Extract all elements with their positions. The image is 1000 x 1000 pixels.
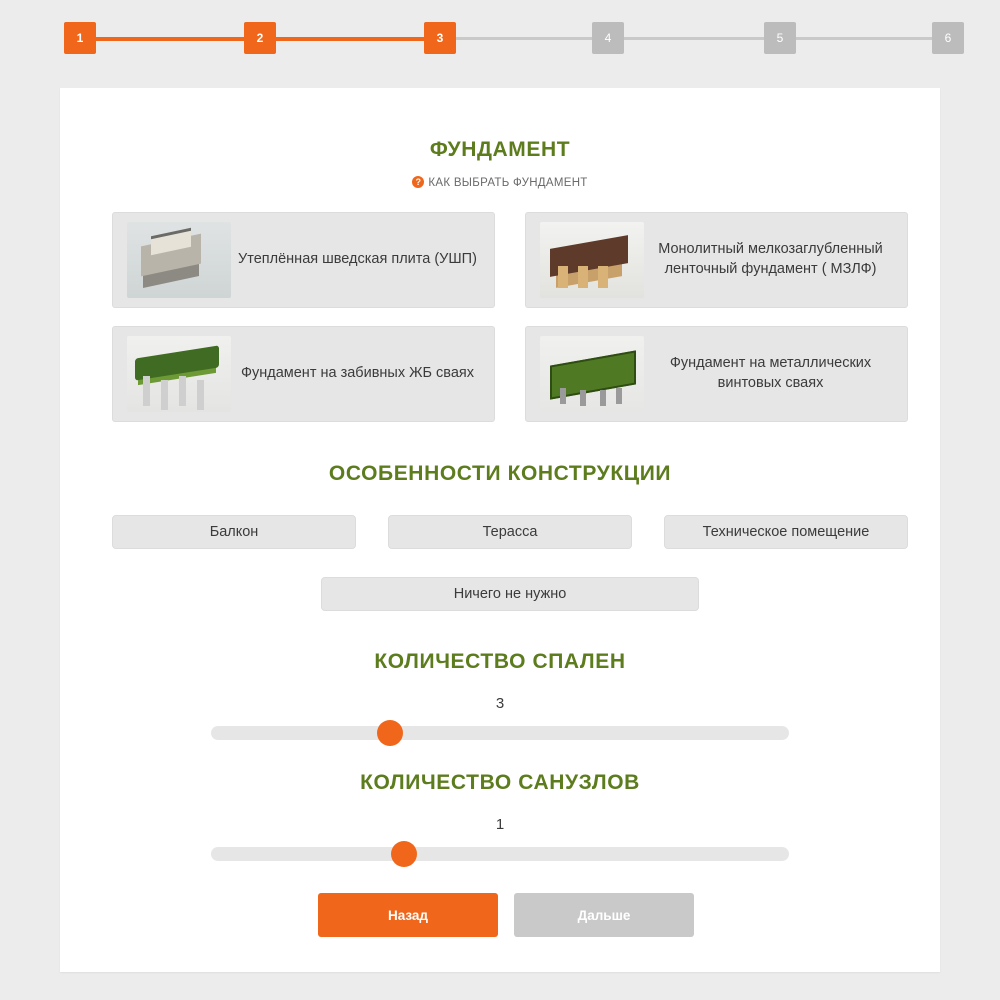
question-circle-icon: ? bbox=[412, 176, 424, 188]
features-row-1 bbox=[112, 515, 908, 549]
foundation-option-mzlf-label: Монолитный мелкозаглубленный ленточный фундамент ( МЗЛФ) bbox=[658, 241, 883, 277]
step-4[interactable]: 4 bbox=[592, 22, 624, 54]
next-button[interactable]: Дальше bbox=[514, 893, 694, 937]
foundation-options bbox=[112, 212, 908, 440]
foundation-option-ushp-label: Утеплённая шведская плита (УШП) bbox=[238, 251, 477, 268]
foundation-option-ushp[interactable] bbox=[112, 212, 495, 308]
wizard-card bbox=[60, 88, 940, 972]
features-title: ОСОБЕННОСТИ КОНСТРУКЦИИ bbox=[328, 462, 672, 485]
foundation-option-screw-pile-label: Фундамент на металлических винтовых сваях bbox=[669, 355, 872, 391]
bathrooms-section bbox=[60, 771, 940, 861]
page-title: ФУНДАМЕНТ bbox=[429, 138, 571, 161]
bathrooms-slider[interactable] bbox=[211, 847, 789, 861]
bathrooms-title: КОЛИЧЕСТВО САНУЗЛОВ bbox=[360, 771, 640, 794]
feature-chip-none[interactable]: Ничего не нужно bbox=[321, 577, 699, 611]
step-3[interactable]: 3 bbox=[424, 22, 456, 54]
foundation-options-row-1 bbox=[112, 212, 908, 308]
bedrooms-section bbox=[60, 650, 940, 740]
foundation-section-header bbox=[60, 138, 940, 189]
step-progress-bar bbox=[20, 22, 980, 54]
foundation-option-screw-pile[interactable] bbox=[525, 326, 908, 422]
feature-chip-balcony[interactable]: Балкон bbox=[112, 515, 356, 549]
ushp-thumbnail-icon bbox=[127, 222, 231, 298]
features-row-2 bbox=[112, 577, 908, 611]
bedrooms-value: 3 bbox=[495, 695, 505, 712]
how-to-choose-foundation-link[interactable] bbox=[60, 176, 940, 189]
feature-chip-technical-room[interactable]: Техническое помещение bbox=[664, 515, 908, 549]
hint-label: КАК ВЫБРАТЬ ФУНДАМЕНТ bbox=[428, 177, 588, 189]
step-5[interactable]: 5 bbox=[764, 22, 796, 54]
foundation-option-mzlf[interactable] bbox=[525, 212, 908, 308]
wizard-actions bbox=[318, 893, 694, 937]
bedrooms-slider[interactable] bbox=[211, 726, 789, 740]
screw-pile-thumbnail-icon bbox=[540, 336, 644, 412]
mzlf-thumbnail-icon bbox=[540, 222, 644, 298]
bedrooms-title: КОЛИЧЕСТВО СПАЛЕН bbox=[374, 650, 626, 673]
step-2[interactable]: 2 bbox=[244, 22, 276, 54]
step-1[interactable]: 1 bbox=[64, 22, 96, 54]
foundation-option-driven-pile[interactable] bbox=[112, 326, 495, 422]
foundation-options-row-2 bbox=[112, 326, 908, 422]
feature-chip-terrace[interactable]: Терасса bbox=[388, 515, 632, 549]
bedrooms-slider-knob[interactable] bbox=[377, 720, 403, 746]
step-6[interactable]: 6 bbox=[932, 22, 964, 54]
bathrooms-value: 1 bbox=[495, 816, 505, 833]
features-section-header bbox=[60, 462, 940, 486]
driven-pile-thumbnail-icon bbox=[127, 336, 231, 412]
back-button[interactable]: Назад bbox=[318, 893, 498, 937]
bathrooms-slider-knob[interactable] bbox=[391, 841, 417, 867]
foundation-option-driven-pile-label: Фундамент на забивных ЖБ сваях bbox=[240, 365, 475, 382]
